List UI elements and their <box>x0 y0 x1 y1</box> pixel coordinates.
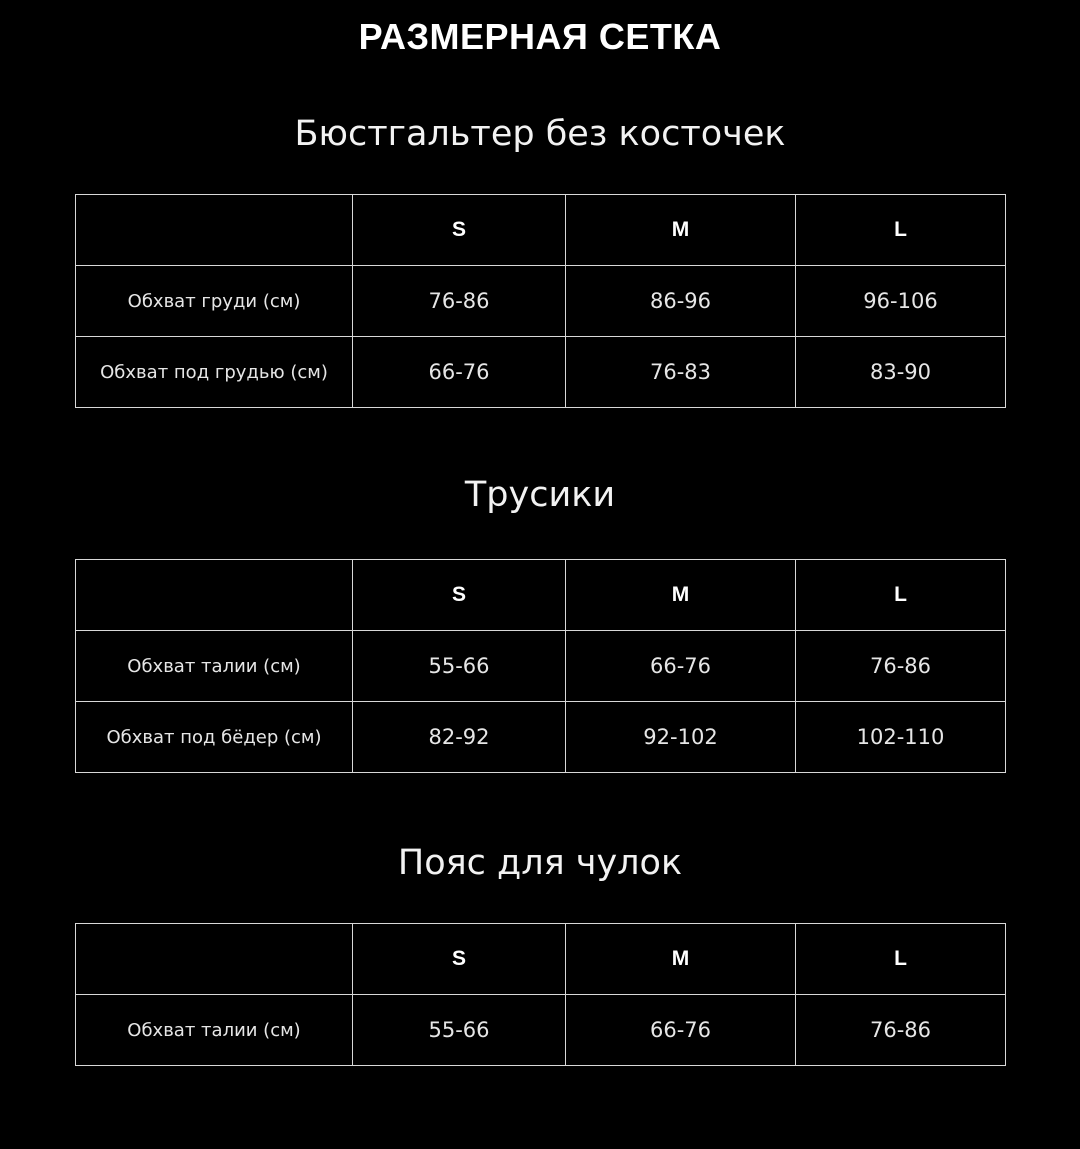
value-cell-s: 76-86 <box>353 266 566 337</box>
value-cell-l: 76-86 <box>796 631 1006 702</box>
value-cell-m: 76-83 <box>566 337 796 408</box>
size-table-bra <box>75 194 1006 408</box>
value-cell-s: 82-92 <box>353 702 566 773</box>
header-cell-size-m: M <box>566 560 796 631</box>
section-title-garter-belt: Пояс для чулок <box>397 843 683 883</box>
header-cell-size-s: S <box>353 924 566 995</box>
row-label: Обхват груди (см) <box>76 266 353 337</box>
header-cell-empty <box>76 195 353 266</box>
value-cell-l: 96-106 <box>796 266 1006 337</box>
header-cell-size-m: M <box>566 195 796 266</box>
table-header-row <box>76 560 1006 631</box>
table-row <box>76 631 1006 702</box>
header-cell-size-s: S <box>353 195 566 266</box>
table-row <box>76 337 1006 408</box>
header-cell-empty <box>76 924 353 995</box>
header-cell-size-m: M <box>566 924 796 995</box>
table-header-row <box>76 924 1006 995</box>
value-cell-l: 102-110 <box>796 702 1006 773</box>
table-header-row <box>76 195 1006 266</box>
value-cell-m: 92-102 <box>566 702 796 773</box>
table-row <box>76 995 1006 1066</box>
value-cell-s: 55-66 <box>353 995 566 1066</box>
size-table-garter-belt <box>75 923 1006 1066</box>
size-table-panties <box>75 559 1006 773</box>
row-label: Обхват под грудью (см) <box>76 337 353 408</box>
header-cell-size-s: S <box>353 560 566 631</box>
row-label: Обхват под бёдер (см) <box>76 702 353 773</box>
value-cell-l: 76-86 <box>796 995 1006 1066</box>
header-cell-size-l: L <box>796 924 1006 995</box>
value-cell-s: 66-76 <box>353 337 566 408</box>
section-title-panties: Трусики <box>464 475 616 515</box>
table-row <box>76 266 1006 337</box>
table-row <box>76 702 1006 773</box>
page-title: РАЗМЕРНАЯ СЕТКА <box>358 16 722 57</box>
section-title-bra: Бюстгальтер без косточек <box>294 114 786 154</box>
value-cell-m: 66-76 <box>566 995 796 1066</box>
value-cell-m: 86-96 <box>566 266 796 337</box>
value-cell-s: 55-66 <box>353 631 566 702</box>
row-label: Обхват талии (см) <box>76 995 353 1066</box>
header-cell-size-l: L <box>796 195 1006 266</box>
header-cell-empty <box>76 560 353 631</box>
row-label: Обхват талии (см) <box>76 631 353 702</box>
value-cell-m: 66-76 <box>566 631 796 702</box>
value-cell-l: 83-90 <box>796 337 1006 408</box>
header-cell-size-l: L <box>796 560 1006 631</box>
